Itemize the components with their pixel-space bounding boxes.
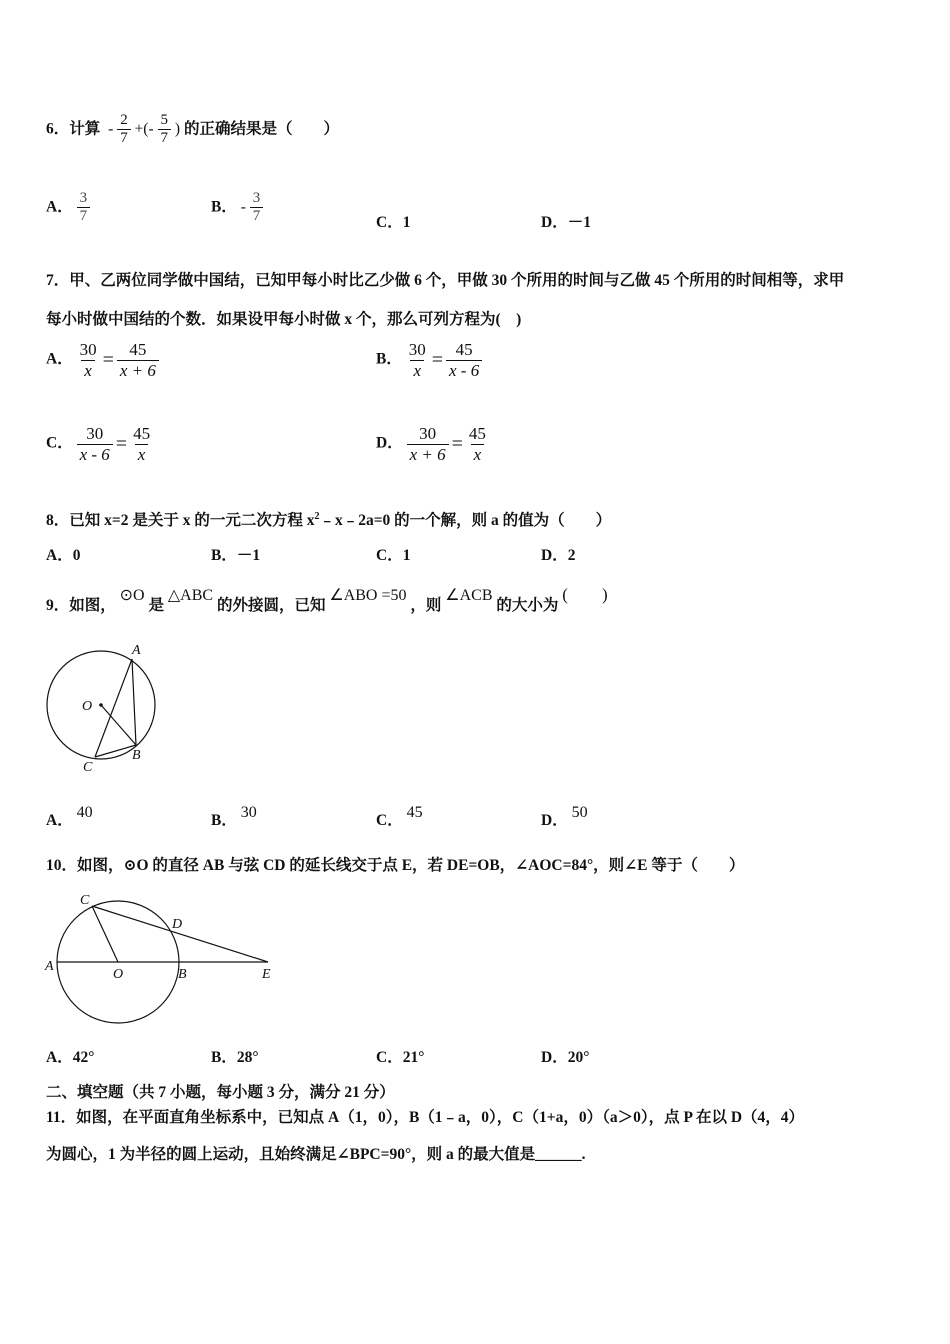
- q10-option-d[interactable]: D．20°: [541, 1049, 590, 1066]
- q10-option-b[interactable]: B．28°: [211, 1049, 259, 1066]
- q7-option-d[interactable]: D． $\frac{30}{x + 6}$ = $\frac{45}{x}$: [376, 424, 489, 464]
- q9-label-o: O: [82, 699, 93, 714]
- q9-angle-ask: ∠ACB: [445, 587, 493, 604]
- q6-option-d[interactable]: D．－1: [541, 214, 591, 231]
- q10-label-b: B: [178, 967, 187, 982]
- q7-option-a[interactable]: A． $\frac{30}{x}$ = $\frac{45}{x + 6}$: [46, 340, 159, 380]
- q6-tail: 的正确结果是（ ）: [183, 120, 339, 138]
- q7-a-right-fraction: $\frac{45}{x + 6}$: [117, 340, 159, 380]
- q8-option-b[interactable]: B．－1: [211, 547, 261, 564]
- q10-option-a[interactable]: A．42°: [46, 1049, 95, 1066]
- q6-number: 6．计算: [46, 120, 101, 138]
- q9-option-b[interactable]: B． 30: [211, 804, 257, 829]
- q6-option-a[interactable]: A． $\frac{3}{7}$: [46, 190, 90, 226]
- q7-line-1: 7．甲、乙两位同学做中国结，已知甲每小时比乙少做 6 个，甲做 30 个所用的时间与乙做 45 个所用的时间相等，求甲: [46, 272, 845, 289]
- q10-figure: [40, 890, 290, 1040]
- q9-option-d[interactable]: D． 50: [541, 804, 588, 829]
- q11-line-1: 11．如图，在平面直角坐标系中，已知点 A（1，0），B（1﹣a，0），C（1+a，0）（a＞0），点 P 在以 D（4，4）: [46, 1109, 805, 1126]
- q10-label-c: C: [80, 893, 90, 908]
- q6-option-c[interactable]: C．1: [376, 214, 411, 231]
- q7-a-left-fraction: $\frac{30}{x}$: [79, 340, 97, 380]
- q9-line-ob: [101, 705, 136, 745]
- q9-figure: [40, 640, 170, 780]
- q7-d-left-fraction: $\frac{30}{x + 6}$: [407, 424, 449, 464]
- q9-option-a[interactable]: A． 40: [46, 804, 93, 829]
- q9-line-ac: [95, 659, 132, 757]
- q10-option-c[interactable]: C．21°: [376, 1049, 425, 1066]
- q10-label-e: E: [262, 967, 271, 982]
- q7-b-right-fraction: $\frac{45}{x - 6}$: [446, 340, 482, 380]
- question-10: 10．如图，⊙O 的直径 AB 与弦 CD 的延长线交于点 E，若 DE=OB，∠AOC=84°，则∠E 等于（ ）: [46, 857, 745, 874]
- q10-line-ce: [92, 906, 268, 962]
- q6-option-b[interactable]: B． - $\frac{3}{7}$: [211, 190, 263, 226]
- q10-label-o: O: [113, 967, 124, 982]
- q9-angle-given: ∠ABO =50: [329, 587, 407, 604]
- q9-circle-symbol: ⊙O: [119, 587, 145, 604]
- q7-option-c[interactable]: C． $\frac{30}{x - 6}$ = $\frac{45}{x}$: [46, 424, 153, 464]
- section-2-title: 二、填空题（共 7 小题，每小题 3 分，满分 21 分）: [46, 1084, 395, 1101]
- q9-label-a: A: [132, 643, 141, 658]
- q10-label-d: D: [172, 917, 183, 932]
- q7-line-2: 每小时做中国结的个数．如果设甲每小时做 x 个，那么可列方程为( ): [46, 311, 522, 328]
- q10-line-co: [92, 906, 118, 962]
- q7-d-right-fraction: $\frac{45}{x}$: [468, 424, 486, 464]
- q6-option-b-fraction: $\frac{3}{7}$: [250, 190, 264, 226]
- q7-b-left-fraction: $\frac{30}{x}$: [408, 340, 426, 380]
- q6-option-a-fraction: $\frac{3}{7}$: [77, 190, 91, 226]
- q11-line-2: 为圆心，1 为半径的圆上运动，且始终满足∠BPC=90°，则 a 的最大值是______.: [46, 1146, 586, 1163]
- q8-option-a[interactable]: A．0: [46, 547, 81, 564]
- q9-triangle-symbol: △ABC: [167, 587, 214, 604]
- q10-label-a: A: [45, 959, 54, 974]
- question-6: [46, 112, 339, 148]
- q7-c-left-fraction: $\frac{30}{x - 6}$: [77, 424, 113, 464]
- q9-line-ab: [132, 659, 136, 745]
- question-9: 9．如图， ⊙O 是 △ABC 的外接圆，已知 ∠ABO =50 ，则 ∠ACB 的大小为 ( ): [46, 585, 608, 614]
- q6-fraction-2: $\frac{5}{7}$: [158, 112, 172, 148]
- q9-option-c[interactable]: C． 45: [376, 804, 423, 829]
- q9-center-dot: [99, 703, 103, 707]
- q9-label-b: B: [132, 748, 141, 763]
- q8-option-c[interactable]: C．1: [376, 547, 411, 564]
- q8-option-d[interactable]: D．2: [541, 547, 576, 564]
- q9-label-c: C: [83, 760, 93, 775]
- q6-expression: - $\frac{2}{7}$ +(- $\frac{5}{7}$ ): [108, 112, 181, 147]
- q7-option-b[interactable]: B． $\frac{30}{x}$ = $\frac{45}{x - 6}$: [376, 340, 482, 380]
- q7-c-right-fraction: $\frac{45}{x}$: [133, 424, 151, 464]
- q6-fraction-1: $\frac{2}{7}$: [117, 112, 131, 148]
- question-8: 8．已知 x=2 是关于 x 的一元二次方程 $x^2﹣x﹣2a=0$ 的一个解，则 a 的值为（ ）: [46, 510, 612, 529]
